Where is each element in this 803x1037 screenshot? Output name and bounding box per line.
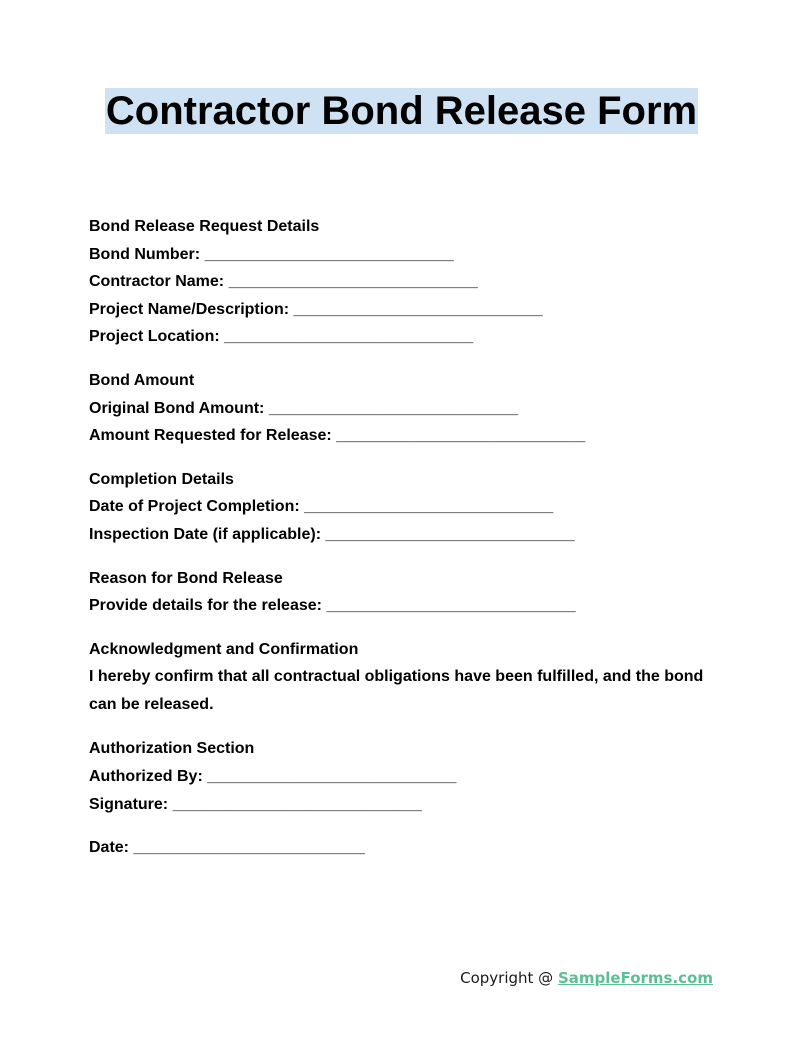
field-blank[interactable]: ____________________________ [268,399,518,417]
field-label: Contractor Name: [89,273,225,291]
field-label: Project Name/Description: [89,300,290,318]
field-blank[interactable]: ____________________________ [293,300,543,318]
field-label: Date of Project Completion: [89,498,300,516]
section-heading-amount: Bond Amount [89,371,195,389]
section-heading-reason: Reason for Bond Release [89,569,283,587]
copyright-footer [460,968,713,988]
field-original-bond-amount [89,395,719,423]
section-heading-completion: Completion Details [89,470,234,488]
field-blank[interactable]: ____________________________ [172,795,422,813]
acknowledgment-text: I hereby confirm that all contractual obligations have been fulfilled, and the bond can be released. [89,668,704,714]
field-label: Inspection Date (if applicable): [89,525,322,543]
field-bond-number [89,241,719,269]
title-container [0,88,803,134]
field-label: Project Location: [89,328,220,346]
field-label: Signature: [89,795,169,813]
brand-link[interactable]: SampleForms.com [557,969,713,987]
field-label: Authorized By: [89,767,203,785]
field-label: Provide details for the release: [89,597,322,615]
field-date [89,834,719,862]
field-project-name [89,296,719,324]
section-gap [89,719,719,735]
field-amount-requested [89,422,719,450]
copyright-prefix: Copyright @ [460,969,558,987]
section-gap [89,450,719,466]
section-heading-request: Bond Release Request Details [89,218,320,235]
field-blank[interactable]: ____________________________ [304,498,554,516]
section-heading-acknowledgment: Acknowledgment and Confirmation [89,640,359,658]
field-blank[interactable]: ____________________________ [325,525,575,543]
field-inspection-date [89,521,719,549]
field-signature [89,791,719,819]
section-gap [89,549,719,565]
field-release-details [89,592,719,620]
section-gap [89,620,719,636]
field-label: Original Bond Amount: [89,399,265,417]
field-blank[interactable]: ____________________________ [224,328,474,346]
section-heading-authorization: Authorization Section [89,740,255,758]
section-gap [89,818,719,834]
field-blank[interactable]: ____________________________ [228,273,478,291]
form-body [89,213,719,862]
field-label: Bond Number: [89,245,201,263]
field-label: Amount Requested for Release: [89,427,332,445]
field-blank[interactable]: ____________________________ [207,767,457,785]
field-blank[interactable]: ____________________________ [204,245,454,263]
field-authorized-by [89,763,719,791]
field-blank[interactable]: ____________________________ [336,427,586,445]
field-blank[interactable]: __________________________ [133,839,365,857]
field-completion-date [89,493,719,521]
field-project-location [89,323,719,351]
field-blank[interactable]: ____________________________ [326,597,576,615]
section-gap [89,351,719,367]
page-title: Contractor Bond Release Form [105,89,698,133]
field-contractor-name [89,268,719,296]
field-label: Date: [89,839,130,857]
